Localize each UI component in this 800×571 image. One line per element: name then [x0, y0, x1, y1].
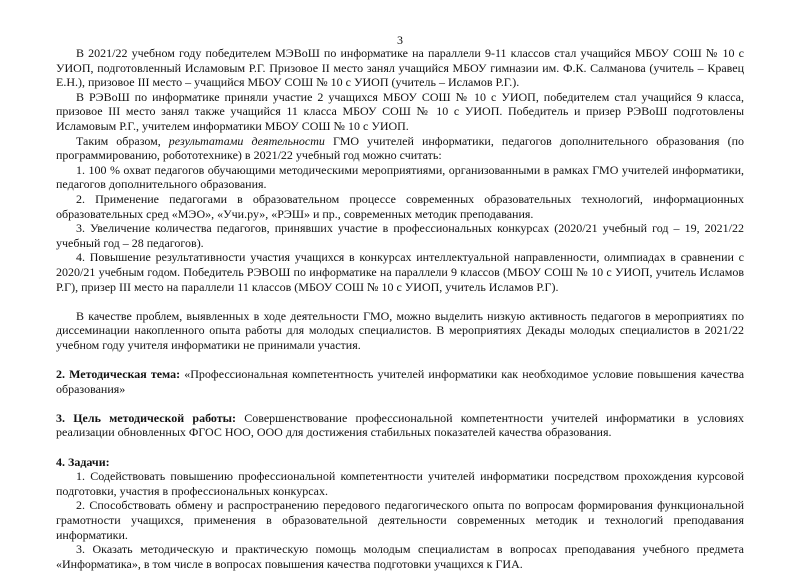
paragraph-mevosh: В 2021/22 учебном году победителем МЭВоШ по информатике на параллели 9-11 классов стал учащийся МБОУ СОШ № 10 с УИОП, подготовленный Исламовым Р.Г. Призовое II место занял учащийся МБОУ гимназии им. Ф.К. Салманова (учитель – Кравец Е.Н.), призовое III место – учащийся МБОУ СОШ № 10 с УИОП (учитель – Исламов Р.Г.). — [56, 46, 744, 90]
section-4-heading — [56, 455, 744, 470]
task-item-2: 2. Способствовать обмену и распространению передового педагогического опыта по вопросам формирования функциональной грамотности учащихся, применения в образовательной деятельности современных методик и технологий преподавания информатики. — [56, 498, 744, 542]
section-goal — [56, 411, 744, 440]
results-intro-end: ГМО учителей информатики, педагогов дополнительного образования (по программированию, робототехнике) в 2021/22 учебный год можно считать: — [56, 133, 745, 163]
paragraph-revosh: В РЭВоШ по информатике приняли участие 2 учащихся МБОУ СОШ № 10 с УИОП, победителем стал учащийся 9 класса, призовое III место занял также учащийся 11 класса МБОУ СОШ № 10 с УИОП. Победитель и призер РЭВоШ подготовлены Исламовым Р.Г., учителем информатики МБОУ СОШ № 10 с УИОП. — [56, 89, 744, 133]
section-2-heading: 2. Методическая тема: — [56, 367, 181, 382]
result-item-1: 1. 100 % охват педагогов обучающими методическими мероприятиями, организованными в рамках ГМО учителей информатики, педагогов дополнительного образования. — [56, 162, 744, 192]
page-number: 3 — [397, 33, 403, 47]
result-item-2: 2. Применение педагогами в образовательном процессе современных образовательных технологий, информационных образовательных сред «МЭО», «Учи.ру», «РЭШ» и пр., современных методик преподавания. — [56, 191, 744, 221]
section-2-text: «Профессиональная компетентность учителей информатики как необходимое условие повышения качества образования» — [56, 367, 745, 396]
section-3-text: Совершенствование профессиональной компетентности учителей информатики в условиях реализации обновленных ФГОС НОО, ООО для достижения стабильных показателей качества образования. — [56, 410, 744, 440]
task-item-3: 3. Оказать методическую и практическую помощь молодым специалистам в вопросах преподавания учебного предмета «Информатика», в том числе в вопросах повышения качества подготовки учащихся к ГИА. — [56, 542, 744, 571]
section-methodical-theme — [56, 367, 744, 396]
section-4-heading-text: 4. Задачи: — [56, 454, 110, 469]
results-intro-start: Таким образом, — [76, 133, 161, 148]
task-item-1: 1. Содействовать повышению профессиональной компетентности учителей информатики посредством прохождения курсовой подготовки, участия в профессиональных конкурсах. — [56, 469, 744, 498]
paragraph-results-intro — [56, 134, 744, 163]
document-body — [56, 46, 744, 571]
result-item-4: 4. Повышение результативности участия учащихся в конкурсах интеллектуальной направленности, олимпиадах в сравнении с 2020/21 учебным годом. Победитель РЭВОШ по информатике на параллели 9 классов (МБОУ СОШ № 10 с УИОП, учитель Исламов Р.Г), призер III место на параллели 11 классов (МБОУ СОШ № 10 с УИОП, учитель Исламов Р.Г). — [56, 250, 744, 294]
result-item-3: 3. Увеличение количества педагогов, принявших участие в профессиональных конкурсах (2020/21 учебный год – 19, 2021/22 учебный год – 28 педагогов). — [56, 221, 744, 250]
results-intro-italic: результатами деятельности — [168, 133, 325, 148]
section-3-heading: 3. Цель методической работы: — [56, 410, 237, 425]
paragraph-problems: В качестве проблем, выявленных в ходе деятельности ГМО, можно выделить низкую активность педагогов в мероприятиях по диссеминации накопленного опыта работы для молодых специалистов. В мероприятиях Декады молодых специалистов в 2021/22 учебном году учителя информатики не принимали участия. — [56, 308, 744, 352]
